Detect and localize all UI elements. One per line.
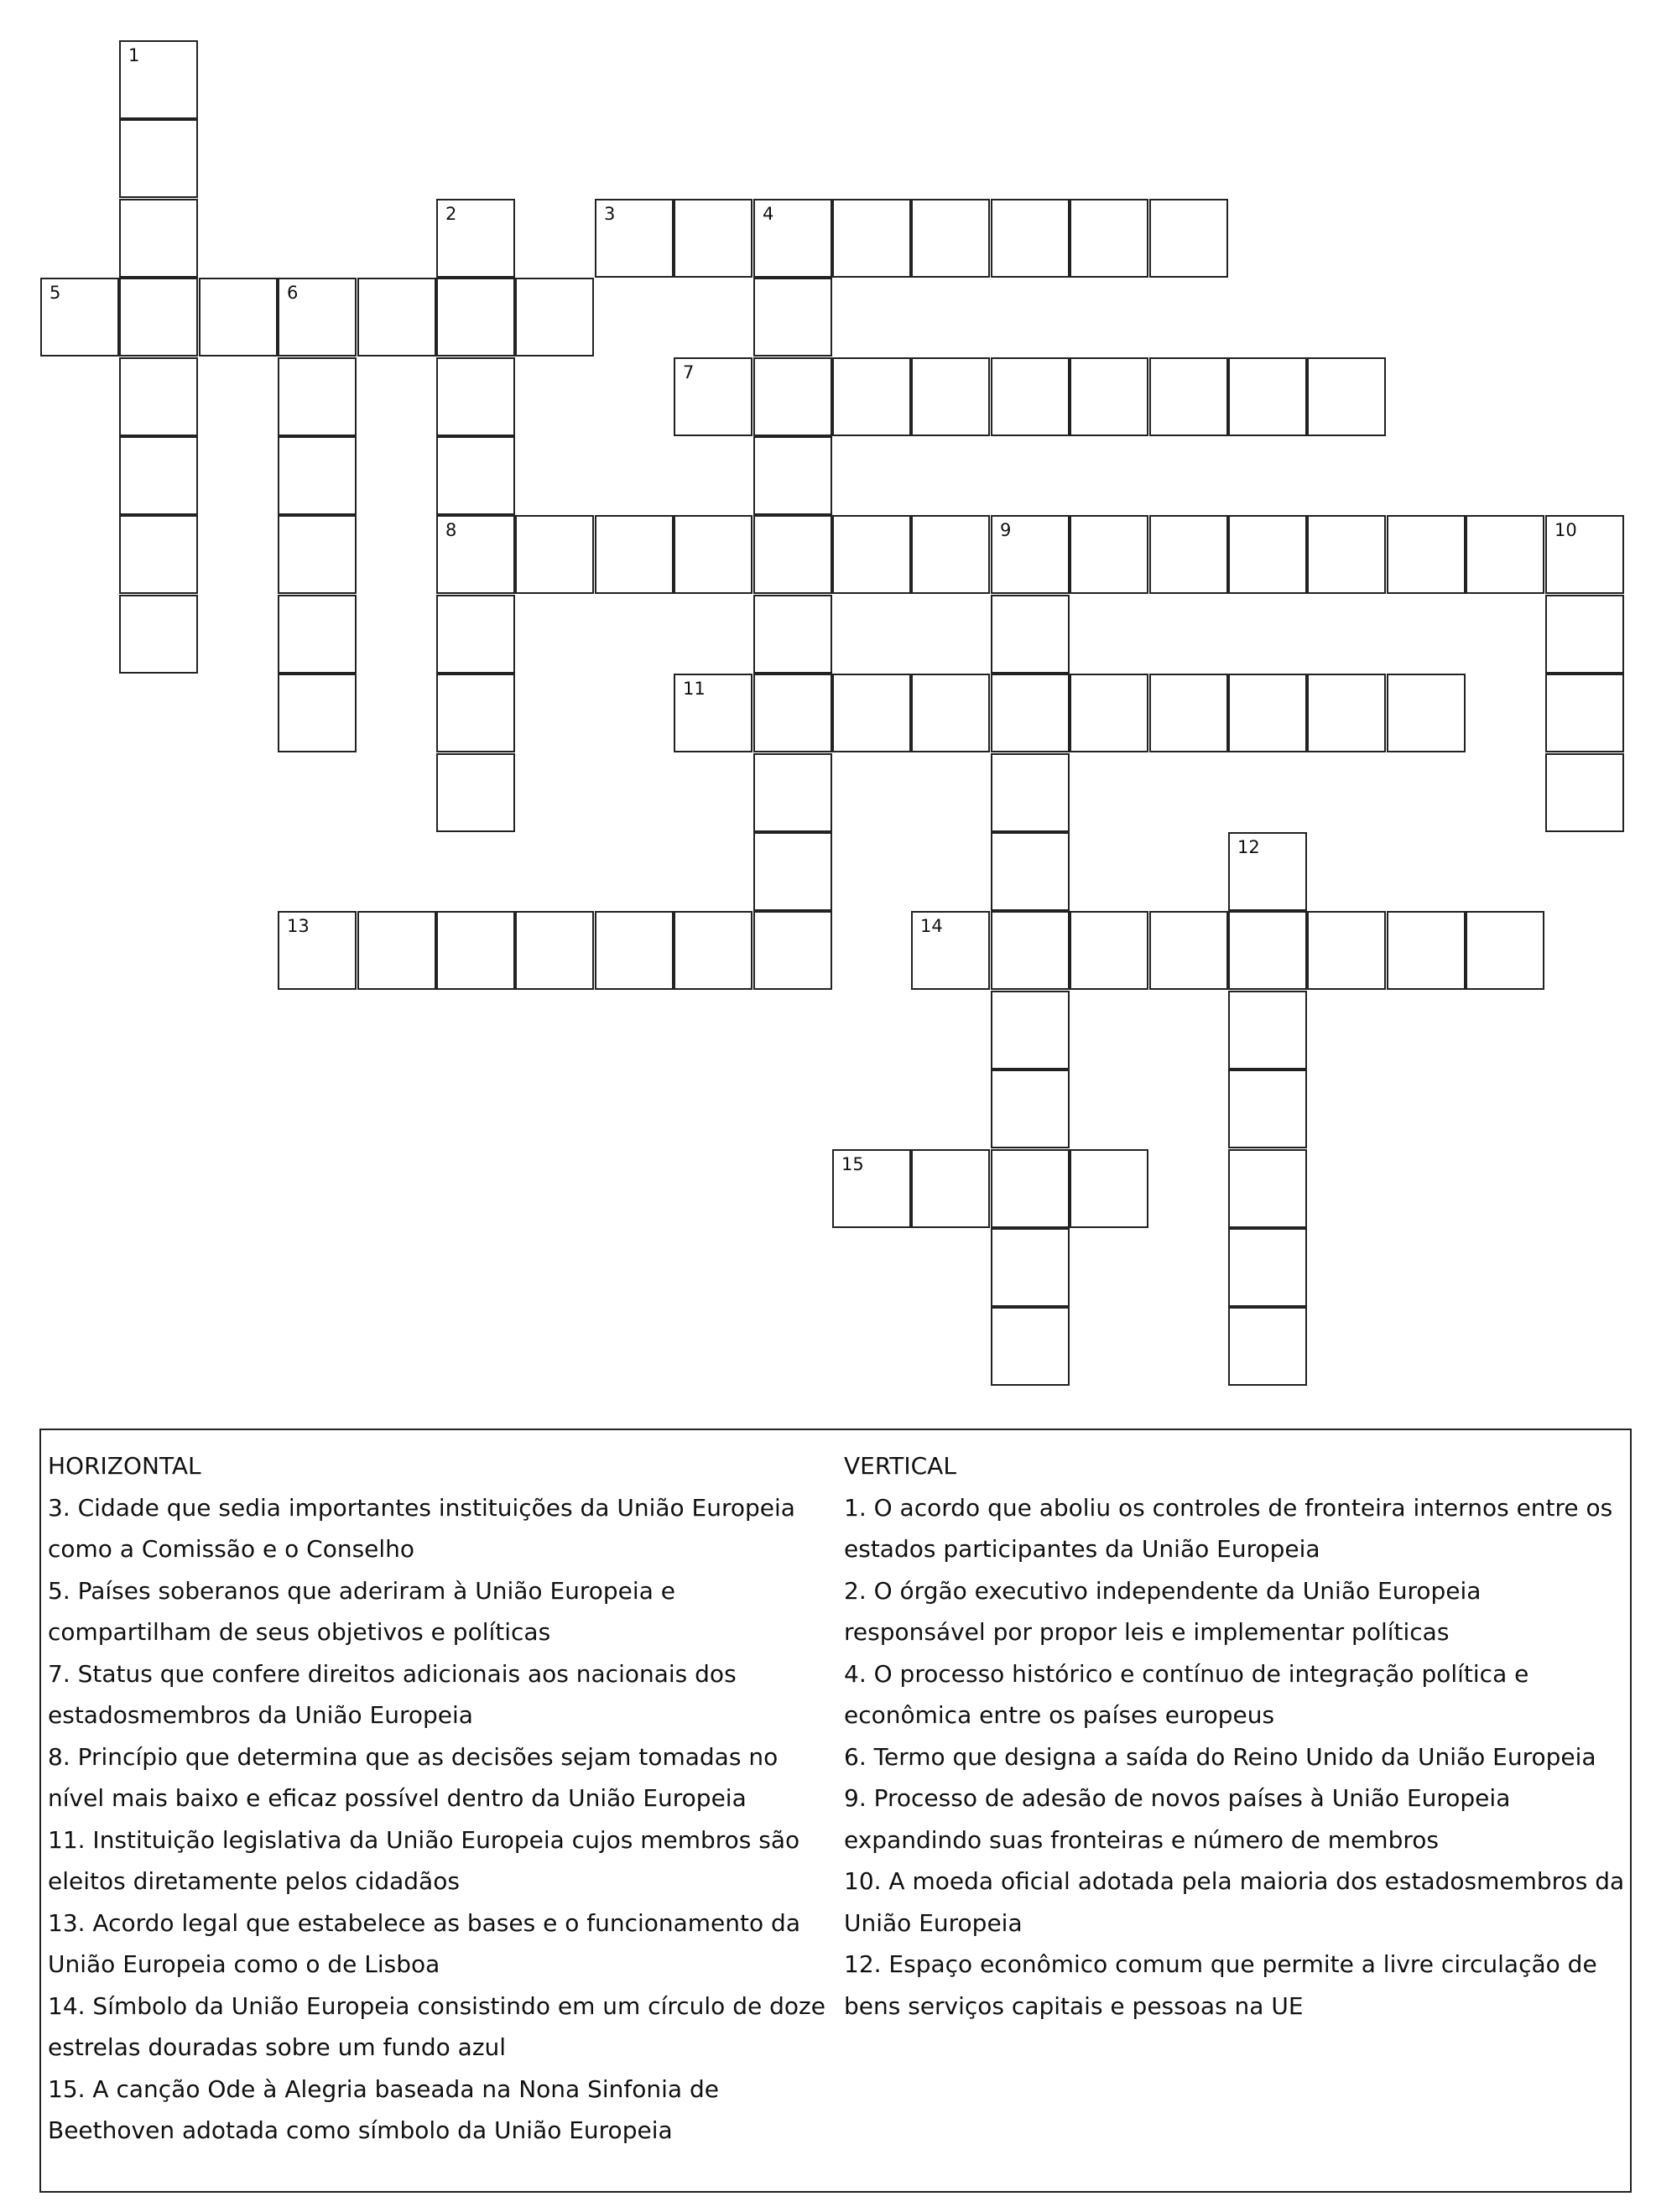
grid-cell[interactable] — [991, 357, 1070, 436]
grid-cell[interactable] — [832, 1149, 911, 1228]
grid-cell[interactable] — [911, 911, 990, 990]
grid-cell[interactable] — [119, 357, 198, 436]
grid-cell[interactable] — [1387, 515, 1466, 594]
clue-across-13: 13. Acordo legal que estabelece as bases e o funcionamento da União Europeia como o de Lisboa — [48, 1908, 800, 1978]
grid-cell[interactable] — [436, 199, 515, 278]
grid-cell[interactable] — [1387, 911, 1466, 990]
grid-cell[interactable] — [674, 515, 752, 594]
grid-cell[interactable] — [515, 278, 594, 357]
grid-cell[interactable] — [119, 278, 198, 357]
grid-cell[interactable] — [278, 278, 357, 357]
grid-cell[interactable] — [753, 832, 832, 911]
grid-cell[interactable] — [911, 199, 990, 278]
clue-down-2: 2. O órgão executivo independente da União Europeia responsável por propor leis e implementar políticas — [844, 1576, 1482, 1646]
grid-cell[interactable] — [436, 436, 515, 515]
clue-number: 15 — [841, 1154, 864, 1174]
grid-cell[interactable] — [1228, 911, 1307, 990]
grid-cell[interactable] — [119, 40, 198, 119]
grid-cell[interactable] — [1149, 199, 1228, 278]
down-heading: VERTICAL — [844, 1452, 956, 1480]
grid-cell[interactable] — [991, 1149, 1070, 1228]
grid-cell[interactable] — [674, 357, 752, 436]
across-clues — [48, 1445, 836, 2152]
grid-cell[interactable] — [595, 199, 674, 278]
grid-cell[interactable] — [832, 357, 911, 436]
clue-number: 1 — [128, 45, 140, 65]
grid-cell[interactable] — [278, 515, 357, 594]
clue-across-8: 8. Princípio que determina que as decisões sejam tomadas no nível mais baixo e eficaz possível dentro da União Europeia — [48, 1742, 779, 1812]
grid-cell[interactable] — [1070, 674, 1148, 752]
clue-across-7: 7. Status que confere direitos adicionais aos nacionais dos estadosmembros da União Europeia — [48, 1659, 737, 1729]
clue-across-5: 5. Países soberanos que aderiram à União Europeia e compartilham de seus objetivos e políticas — [48, 1576, 675, 1646]
grid-cell[interactable] — [436, 753, 515, 832]
grid-cell[interactable] — [991, 753, 1070, 832]
grid-cell[interactable] — [357, 911, 436, 990]
grid-cell[interactable] — [1070, 199, 1148, 278]
clue-down-6: 6. Termo que designa a saída do Reino Unido da União Europeia — [844, 1742, 1596, 1771]
grid-cell[interactable] — [1070, 357, 1148, 436]
clue-number: 9 — [1000, 520, 1012, 540]
grid-cell[interactable] — [991, 832, 1070, 911]
clue-down-4: 4. O processo histórico e contínuo de integração política e econômica entre os países europeus — [844, 1659, 1529, 1729]
grid-cell[interactable] — [436, 278, 515, 357]
grid-cell[interactable] — [1070, 515, 1148, 594]
clue-across-14: 14. Símbolo da União Europeia consistindo em um círculo de doze estrelas douradas sobre um fundo azul — [48, 1991, 825, 2061]
grid-cell[interactable] — [436, 515, 515, 594]
grid-cell[interactable] — [1149, 515, 1228, 594]
grid-cell[interactable] — [1228, 357, 1307, 436]
grid-cell[interactable] — [1307, 674, 1386, 752]
grid-cell[interactable] — [1228, 832, 1307, 911]
grid-cell[interactable] — [1545, 515, 1624, 594]
grid-cell[interactable] — [991, 1228, 1070, 1307]
grid-cell[interactable] — [278, 595, 357, 674]
clue-down-10: 10. A moeda oficial adotada pela maioria dos estadosmembros da União Europeia — [844, 1867, 1625, 1937]
clue-number: 6 — [287, 283, 299, 303]
grid-cell[interactable] — [436, 911, 515, 990]
clue-number: 13 — [287, 916, 310, 936]
grid-cell[interactable] — [515, 911, 594, 990]
grid-cell[interactable] — [1228, 991, 1307, 1070]
grid-cell[interactable] — [991, 911, 1070, 990]
grid-cell[interactable] — [119, 515, 198, 594]
grid-cell[interactable] — [1070, 1149, 1148, 1228]
grid-cell[interactable] — [753, 436, 832, 515]
clue-number: 12 — [1237, 837, 1260, 857]
grid-cell[interactable] — [753, 595, 832, 674]
grid-cell[interactable] — [991, 199, 1070, 278]
clue-number: 11 — [683, 679, 706, 699]
grid-cell[interactable] — [1307, 911, 1386, 990]
clue-number: 3 — [604, 204, 616, 224]
grid-cell[interactable] — [1149, 357, 1228, 436]
grid-cell[interactable] — [1466, 911, 1544, 990]
grid-cell[interactable] — [1545, 595, 1624, 674]
clue-across-3: 3. Cidade que sedia importantes instituições da União Europeia como a Comissão e o Conselho — [48, 1493, 795, 1563]
grid-cell[interactable] — [119, 436, 198, 515]
grid-cell[interactable] — [753, 278, 832, 357]
grid-cell[interactable] — [753, 674, 832, 752]
grid-cell[interactable] — [753, 199, 832, 278]
grid-cell[interactable] — [199, 278, 278, 357]
clue-number: 7 — [683, 362, 695, 383]
grid-cell[interactable] — [515, 515, 594, 594]
grid-cell[interactable] — [436, 674, 515, 752]
grid-cell[interactable] — [1228, 1228, 1307, 1307]
grid-cell[interactable] — [991, 515, 1070, 594]
grid-cell[interactable] — [1466, 515, 1544, 594]
grid-cell[interactable] — [674, 199, 752, 278]
grid-cell[interactable] — [753, 911, 832, 990]
grid-cell[interactable] — [278, 357, 357, 436]
clue-number: 2 — [445, 204, 457, 224]
clue-number: 8 — [445, 520, 457, 540]
grid-cell[interactable] — [991, 1307, 1070, 1386]
grid-cell[interactable] — [1228, 674, 1307, 752]
clue-down-9: 9. Processo de adesão de novos países à União Europeia expandindo suas fronteiras e número de membros — [844, 1784, 1511, 1854]
grid-cell[interactable] — [1070, 911, 1148, 990]
grid-cell[interactable] — [1149, 674, 1228, 752]
grid-cell[interactable] — [1228, 515, 1307, 594]
grid-cell[interactable] — [911, 674, 990, 752]
grid-cell[interactable] — [991, 674, 1070, 752]
grid-cell[interactable] — [278, 674, 357, 752]
grid-cell[interactable] — [357, 278, 436, 357]
clue-number: 4 — [763, 204, 774, 224]
clue-down-12: 12. Espaço econômico comum que permite a livre circulação de bens serviços capitais e pessoas na UE — [844, 1950, 1597, 2020]
grid-cell[interactable] — [278, 911, 357, 990]
grid-cell[interactable] — [436, 595, 515, 674]
grid-cell[interactable] — [1228, 1307, 1307, 1386]
grid-cell[interactable] — [832, 515, 911, 594]
grid-cell[interactable] — [40, 278, 119, 357]
clue-number: 14 — [920, 916, 943, 936]
grid-cell[interactable] — [911, 515, 990, 594]
grid-cell[interactable] — [1228, 1070, 1307, 1148]
clue-number: 10 — [1554, 520, 1577, 540]
clues-box — [39, 1429, 1632, 2193]
grid-cell[interactable] — [753, 515, 832, 594]
grid-cell[interactable] — [753, 357, 832, 436]
grid-cell[interactable] — [1307, 357, 1386, 436]
grid-cell[interactable] — [119, 595, 198, 674]
clue-down-1: 1. O acordo que aboliu os controles de fronteira internos entre os estados participantes da União Europeia — [844, 1493, 1613, 1563]
grid-cell[interactable] — [1228, 1149, 1307, 1228]
grid-cell[interactable] — [753, 753, 832, 832]
grid-cell[interactable] — [1545, 753, 1624, 832]
clue-number: 5 — [49, 283, 61, 303]
grid-cell[interactable] — [991, 595, 1070, 674]
grid-cell[interactable] — [436, 357, 515, 436]
grid-cell[interactable] — [911, 357, 990, 436]
grid-cell[interactable] — [1149, 911, 1228, 990]
clue-across-11: 11. Instituição legislativa da União Europeia cujos membros são eleitos diretamente pelos cidadãos — [48, 1825, 800, 1895]
grid-cell[interactable] — [595, 911, 674, 990]
grid-cell[interactable] — [991, 1070, 1070, 1148]
down-clues — [844, 1445, 1628, 2027]
grid-cell[interactable] — [1307, 515, 1386, 594]
clue-across-15: 15. A canção Ode à Alegria baseada na Nona Sinfonia de Beethoven adotada como símbolo da União Europeia — [48, 2074, 719, 2144]
grid-cell[interactable] — [991, 991, 1070, 1070]
grid-cell[interactable] — [119, 199, 198, 278]
grid-cell[interactable] — [832, 199, 911, 278]
grid-cell[interactable] — [1545, 674, 1624, 752]
grid-cell[interactable] — [911, 1149, 990, 1228]
grid-cell[interactable] — [595, 515, 674, 594]
grid-cell[interactable] — [674, 674, 752, 752]
grid-cell[interactable] — [278, 436, 357, 515]
grid-cell[interactable] — [674, 911, 752, 990]
grid-cell[interactable] — [832, 674, 911, 752]
grid-cell[interactable] — [119, 119, 198, 198]
across-heading: HORIZONTAL — [48, 1452, 201, 1480]
grid-cell[interactable] — [1387, 674, 1466, 752]
